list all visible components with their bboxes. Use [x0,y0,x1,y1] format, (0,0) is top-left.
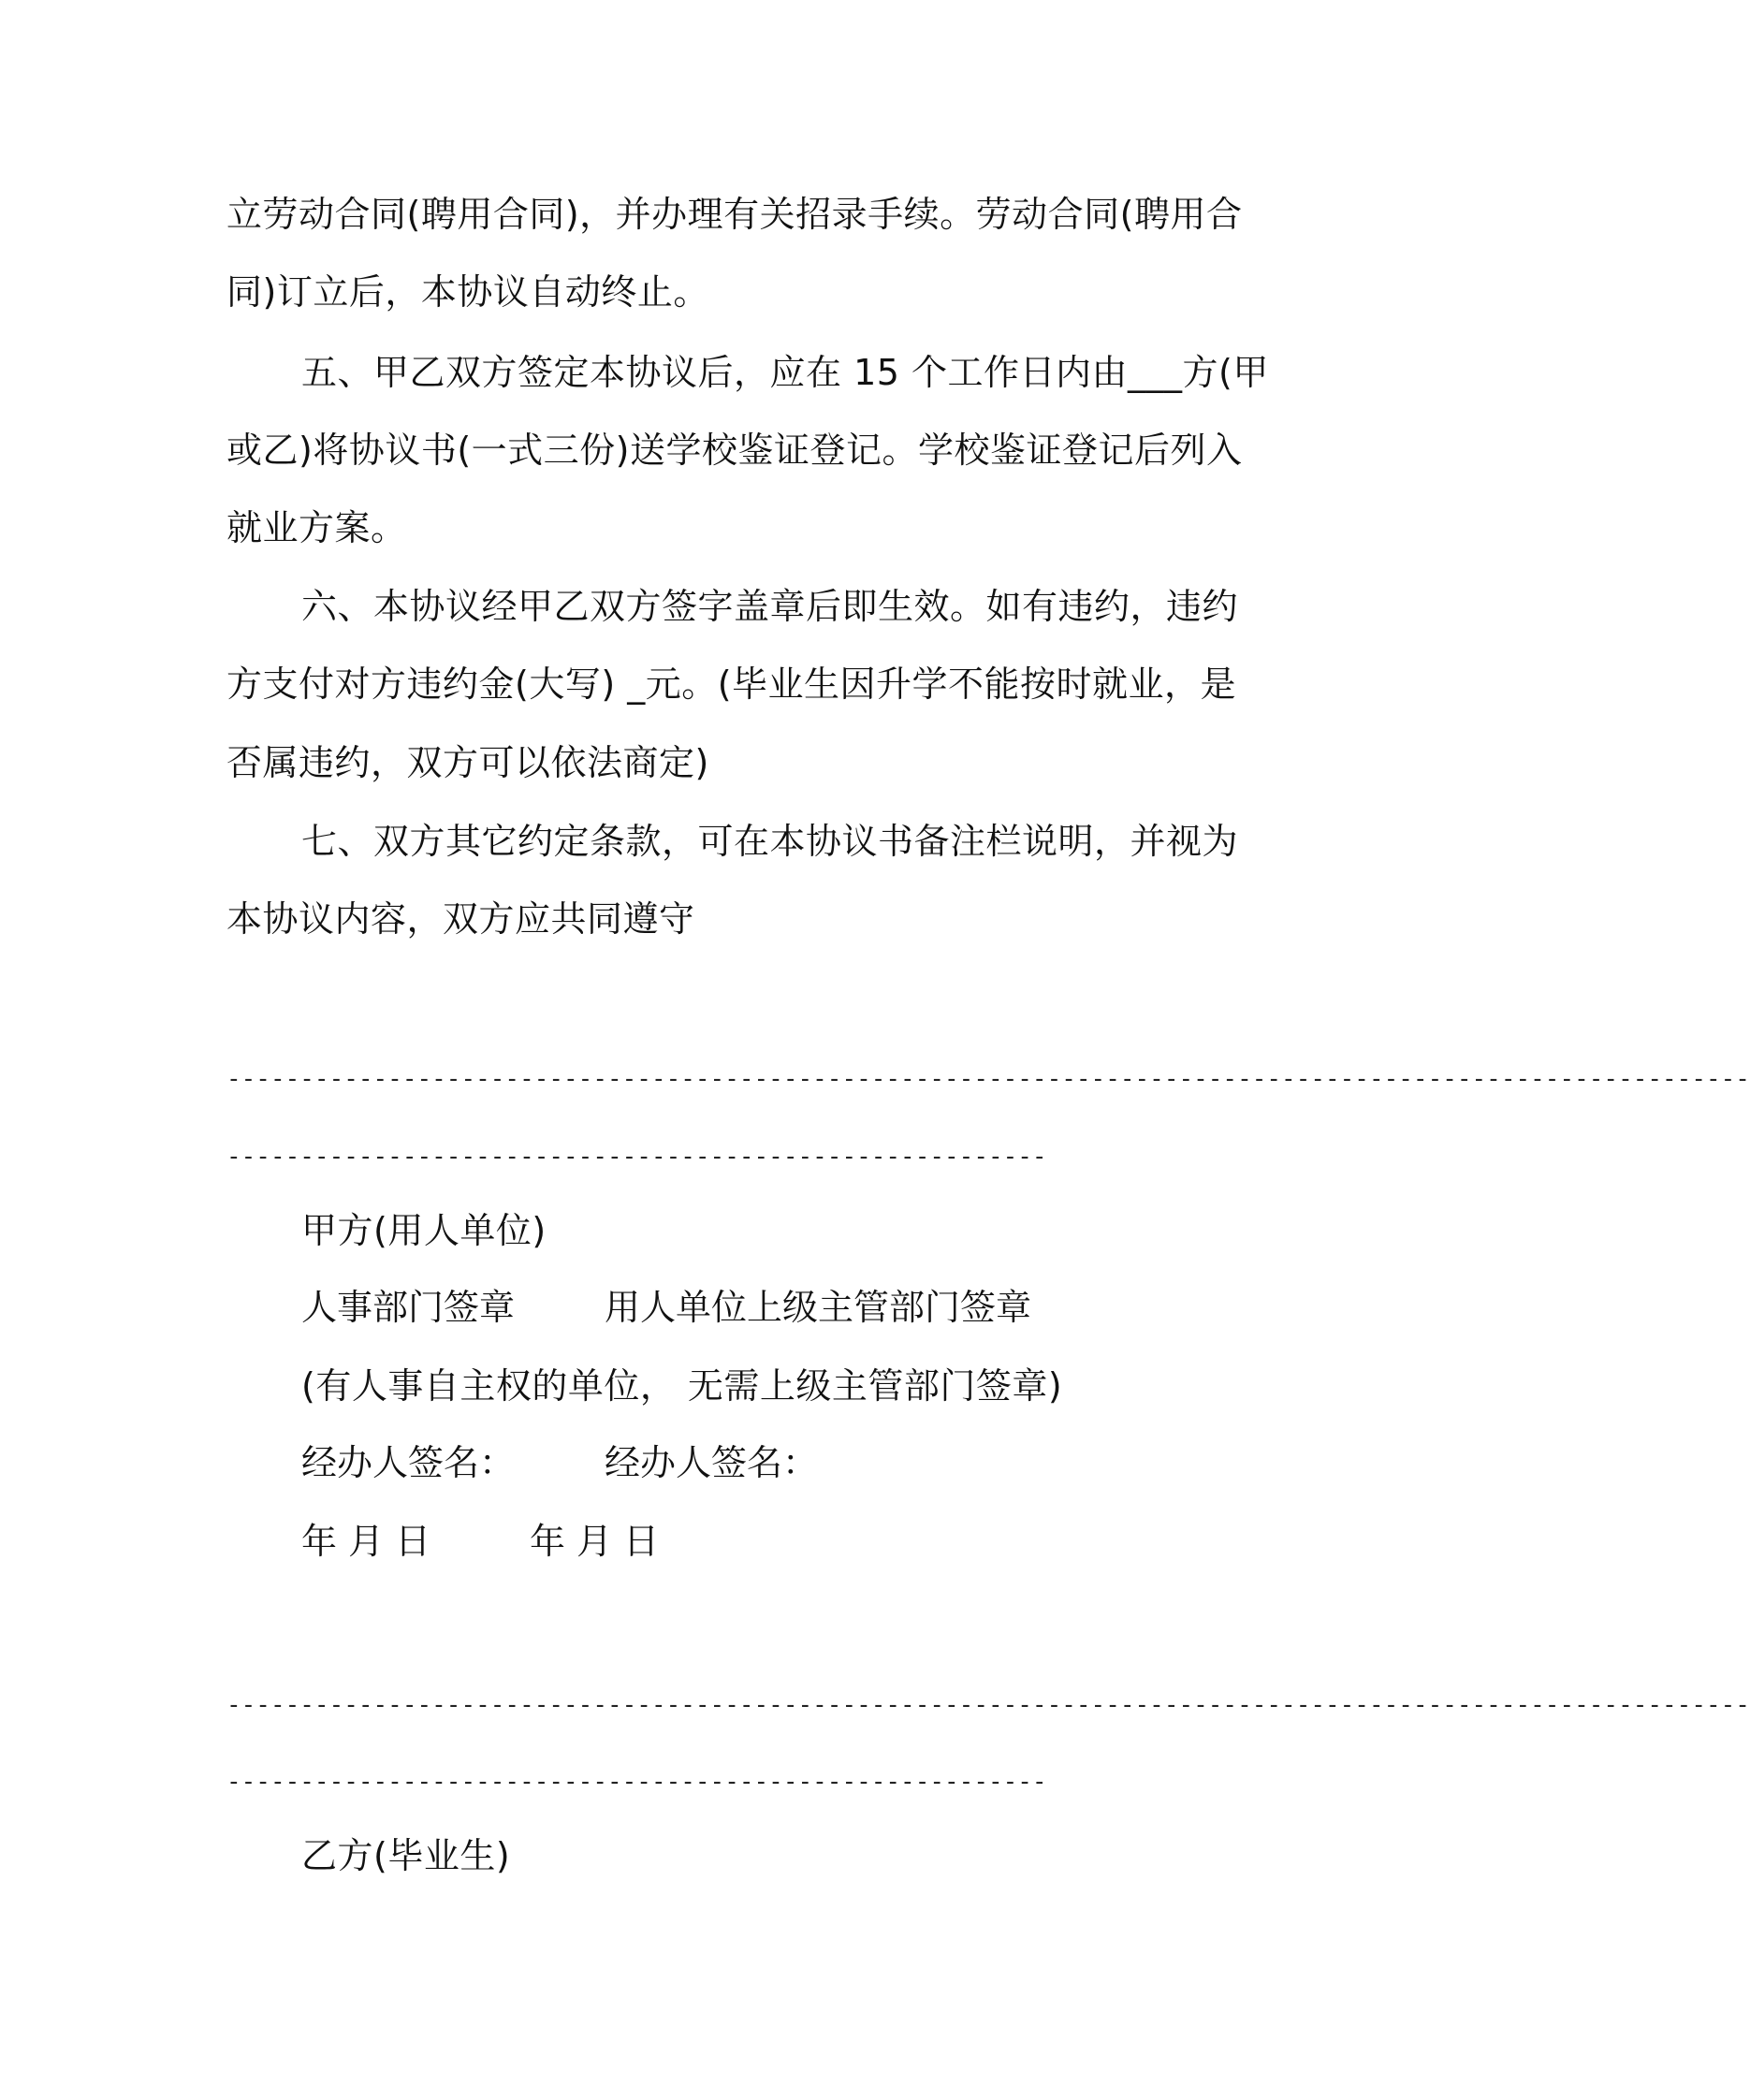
date-label: 年 月 日 [530,1521,660,1562]
separator-line: -------------------------------------------------------------------------------------------------------- [226,1065,1750,1093]
separator-line: -------------------------------------------------------------------------------------------------------- [226,1691,1750,1719]
clause-6-text: 方支付对方违约金(大写) _元。(毕业生因升学不能按时就业，是 [226,664,1237,705]
seal-row [301,1284,1032,1331]
seal-note: (有人事自主权的单位， 无需上级主管部门签章) [301,1365,1063,1407]
date-label: 年 月 日 [301,1521,431,1562]
clause-5-text: 或乙)将协议书(一式三份)送学校鉴证登记。学校鉴证登记后列入 [226,430,1243,471]
separator-line: -------------------------------------------------------- [226,1143,1047,1171]
party-b-title: 乙方(毕业生) [301,1835,511,1876]
clause-7-text: 七、双方其它约定条款，可在本协议书备注栏说明，并视为 [301,821,1239,862]
clause-7-text: 本协议内容，双方应共同遵守 [226,898,695,940]
signer-label: 经办人签名： [605,1442,819,1483]
date-row [301,1518,660,1565]
clause-6-text: 否属违约，双方可以依法商定) [226,742,709,783]
clause-6-text: 六、本协议经甲乙双方签字盖章后即生效。如有违约，违约 [301,586,1239,627]
party-a-title: 甲方(用人单位) [301,1210,547,1251]
clause-5-text: 就业方案。 [226,507,407,548]
body-line: 同)订立后，本协议自动终止。 [226,271,709,313]
separator-line: -------------------------------------------------------- [226,1768,1047,1796]
clause-5-text: 五、甲乙双方签定本协议后，应在 15 个工作日内由___方(甲 [301,352,1269,393]
signer-label: 经办人签名： [301,1442,516,1483]
hr-seal-label: 人事部门签章 [301,1287,516,1328]
superior-seal-label: 用人单位上级主管部门签章 [605,1287,1032,1328]
body-line: 立劳动合同(聘用合同)，并办理有关招录手续。劳动合同(聘用合 [226,194,1243,235]
signer-row [301,1439,819,1486]
